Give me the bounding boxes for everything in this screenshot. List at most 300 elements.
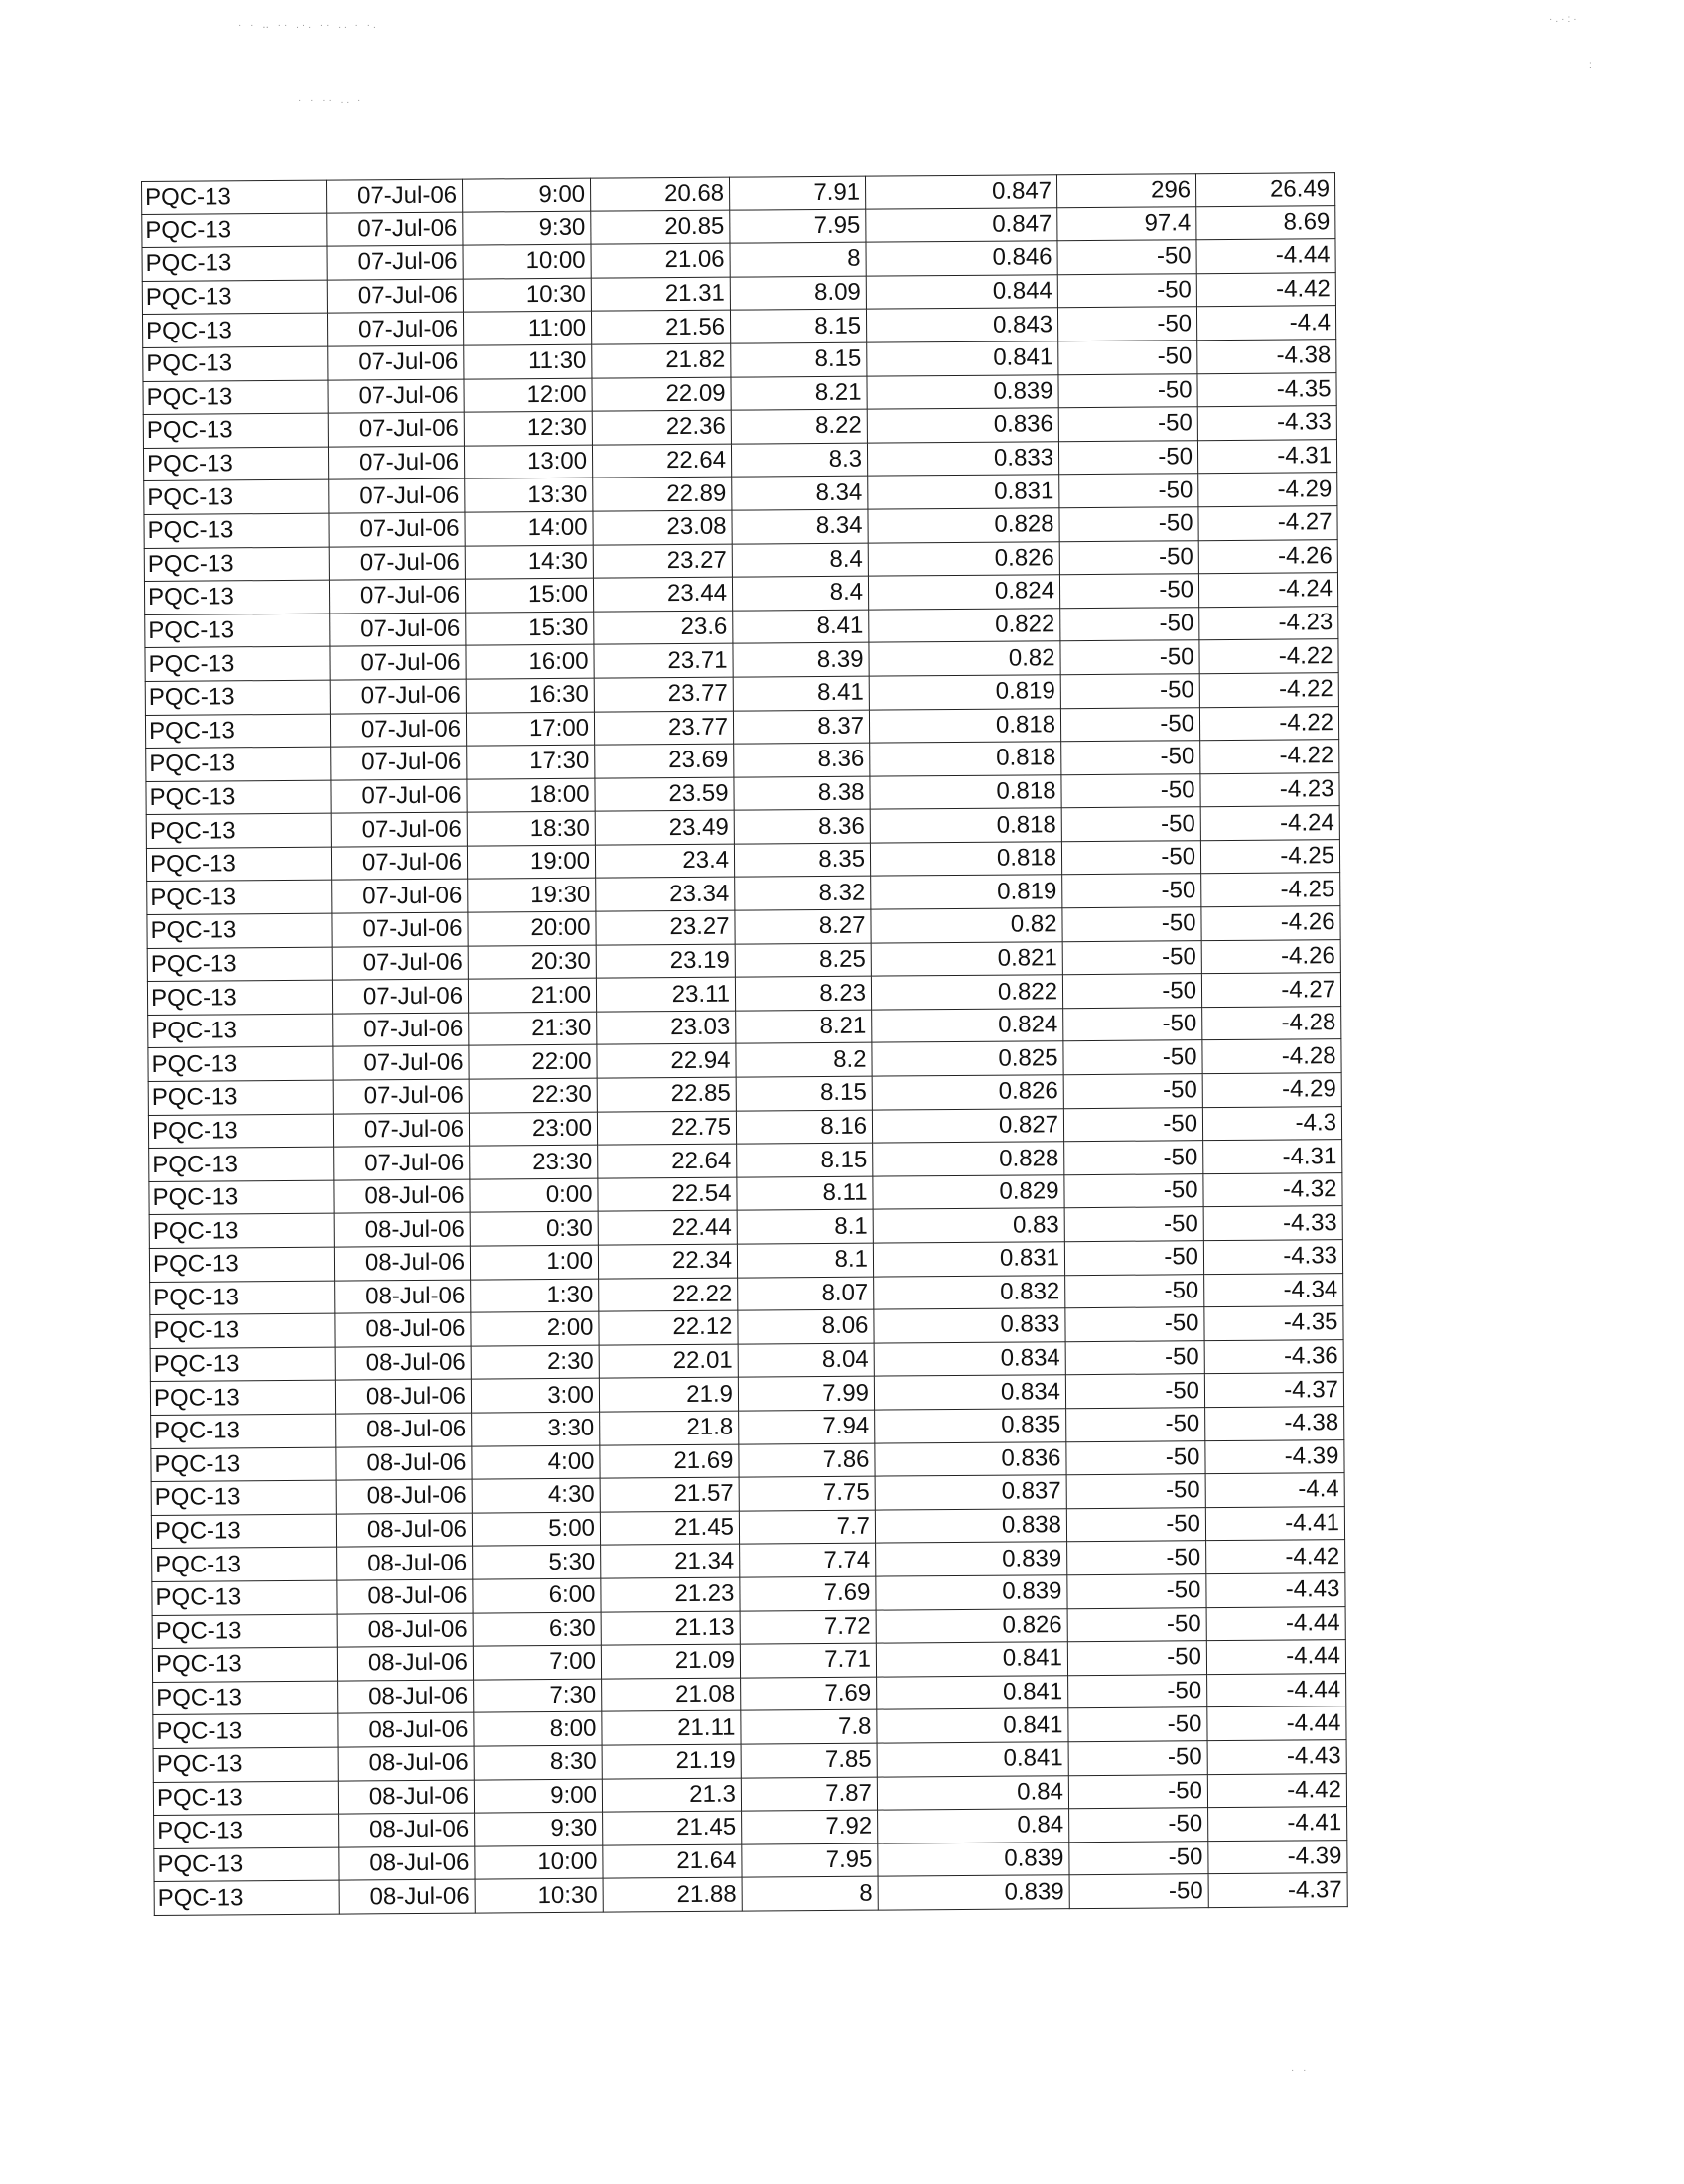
value-b-cell: 7.69 (740, 1576, 876, 1611)
value-d-cell: -50 (1064, 1173, 1203, 1208)
value-e-cell: -4.33 (1197, 406, 1336, 441)
value-e-cell: -4.31 (1197, 439, 1336, 474)
value-c-cell: 0.818 (870, 774, 1061, 809)
time-cell: 15:00 (465, 578, 593, 613)
well-id-cell: PQC-13 (145, 646, 330, 681)
time-cell: 10:00 (463, 244, 591, 279)
value-a-cell: 20.85 (591, 210, 730, 245)
value-c-cell: 0.818 (870, 808, 1061, 843)
well-id-cell: PQC-13 (148, 1014, 333, 1048)
value-b-cell: 8.32 (735, 877, 871, 911)
well-id-cell: PQC-13 (143, 380, 328, 415)
date-cell: 07-Jul-06 (330, 645, 466, 680)
value-b-cell: 8.39 (733, 642, 869, 677)
well-id-cell: PQC-13 (147, 980, 332, 1015)
value-c-cell: 0.841 (876, 1642, 1067, 1677)
table-body (142, 173, 1348, 1916)
value-d-cell: -50 (1064, 1241, 1203, 1276)
value-d-cell: -50 (1066, 1408, 1205, 1442)
well-id-cell: PQC-13 (143, 413, 328, 448)
value-b-cell: 8.38 (734, 776, 870, 811)
value-d-cell: -50 (1058, 407, 1197, 442)
date-cell: 07-Jul-06 (333, 1013, 469, 1047)
time-cell: 14:30 (465, 545, 593, 580)
well-id-cell: PQC-13 (142, 213, 327, 248)
value-e-cell: -4.25 (1201, 873, 1340, 907)
value-d-cell: 296 (1056, 174, 1195, 208)
date-cell: 07-Jul-06 (326, 179, 462, 213)
scan-noise: : (1589, 60, 1595, 70)
value-c-cell: 0.847 (866, 207, 1057, 242)
well-id-cell: PQC-13 (149, 1247, 334, 1282)
date-cell: 07-Jul-06 (333, 1046, 469, 1081)
value-c-cell: 0.821 (871, 941, 1062, 976)
value-b-cell: 7.95 (730, 209, 866, 244)
date-cell: 08-Jul-06 (336, 1446, 472, 1481)
value-a-cell: 21.31 (591, 277, 730, 312)
value-c-cell: 0.839 (876, 1542, 1067, 1576)
value-c-cell: 0.824 (872, 1009, 1063, 1043)
value-c-cell: 0.825 (872, 1041, 1063, 1076)
value-e-cell: -4.22 (1199, 673, 1338, 708)
value-d-cell: -50 (1059, 574, 1198, 609)
date-cell: 08-Jul-06 (335, 1312, 471, 1347)
value-e-cell: -4.42 (1207, 1773, 1346, 1808)
time-cell: 1:00 (470, 1245, 598, 1280)
date-cell: 08-Jul-06 (336, 1413, 472, 1447)
date-cell: 07-Jul-06 (327, 212, 463, 247)
value-e-cell: -4.44 (1207, 1673, 1346, 1707)
value-c-cell: 0.831 (873, 1242, 1064, 1277)
value-c-cell: 0.822 (871, 975, 1062, 1010)
value-b-cell: 8.11 (737, 1176, 873, 1211)
value-a-cell: 23.77 (594, 711, 733, 746)
value-e-cell: -4.35 (1204, 1306, 1343, 1341)
value-c-cell: 0.841 (877, 1742, 1068, 1777)
value-d-cell: -50 (1058, 440, 1197, 475)
value-e-cell: -4.27 (1198, 506, 1337, 541)
value-b-cell: 8.41 (733, 610, 869, 644)
value-d-cell: -50 (1067, 1541, 1206, 1575)
value-e-cell: -4.44 (1207, 1706, 1346, 1741)
data-table (141, 172, 1348, 1916)
time-cell: 18:00 (467, 778, 595, 813)
value-b-cell: 7.92 (742, 1810, 878, 1844)
value-d-cell: -50 (1060, 707, 1199, 742)
value-a-cell: 23.4 (595, 844, 734, 879)
date-cell: 08-Jul-06 (338, 1780, 474, 1815)
value-e-cell: -4.37 (1208, 1873, 1347, 1908)
value-a-cell: 21.82 (592, 343, 731, 378)
well-id-cell: PQC-13 (147, 947, 332, 982)
date-cell: 07-Jul-06 (327, 245, 463, 280)
value-c-cell: 0.82 (869, 641, 1060, 676)
value-c-cell: 0.839 (878, 1842, 1069, 1876)
date-cell: 08-Jul-06 (334, 1213, 470, 1248)
value-b-cell: 8.3 (731, 443, 867, 478)
time-cell: 13:00 (464, 445, 592, 479)
date-cell: 08-Jul-06 (337, 1546, 473, 1580)
value-d-cell: -50 (1057, 307, 1196, 341)
value-b-cell: 8 (742, 1876, 878, 1911)
time-cell: 20:30 (468, 945, 596, 980)
value-e-cell: -4.36 (1204, 1339, 1343, 1374)
value-a-cell: 22.36 (592, 410, 731, 445)
well-id-cell: PQC-13 (154, 1880, 339, 1915)
date-cell: 07-Jul-06 (332, 880, 468, 914)
time-cell: 22:00 (469, 1045, 597, 1080)
well-id-cell: PQC-13 (145, 714, 330, 749)
value-e-cell: -4.42 (1196, 272, 1335, 307)
date-cell: 08-Jul-06 (339, 1846, 475, 1881)
value-b-cell: 7.72 (740, 1610, 876, 1645)
well-id-cell: PQC-13 (149, 1147, 334, 1181)
value-d-cell: -50 (1067, 1574, 1206, 1609)
time-cell: 7:00 (473, 1645, 601, 1680)
date-cell: 07-Jul-06 (328, 379, 464, 414)
value-c-cell: 0.818 (870, 742, 1061, 776)
value-a-cell: 23.71 (594, 643, 733, 678)
value-a-cell: 22.01 (599, 1344, 738, 1379)
well-id-cell: PQC-13 (144, 547, 329, 582)
well-id-cell: PQC-13 (147, 881, 332, 915)
value-c-cell: 0.841 (877, 1675, 1068, 1709)
value-c-cell: 0.82 (871, 908, 1062, 943)
date-cell: 07-Jul-06 (327, 313, 463, 347)
value-b-cell: 7.7 (739, 1510, 875, 1545)
well-id-cell: PQC-13 (153, 1713, 338, 1748)
value-d-cell: -50 (1069, 1808, 1208, 1843)
value-d-cell: -50 (1060, 674, 1199, 709)
value-a-cell: 21.57 (600, 1477, 739, 1512)
value-a-cell: 23.34 (596, 878, 735, 912)
value-d-cell: -50 (1059, 540, 1198, 575)
value-d-cell: -50 (1068, 1741, 1207, 1776)
well-id-cell: PQC-13 (150, 1347, 335, 1382)
value-e-cell: -4.31 (1203, 1140, 1342, 1174)
date-cell: 07-Jul-06 (329, 579, 465, 614)
value-a-cell: 23.27 (596, 910, 735, 945)
time-cell: 10:30 (475, 1878, 603, 1913)
value-d-cell: -50 (1062, 974, 1201, 1009)
well-id-cell: PQC-13 (152, 1547, 337, 1581)
well-id-cell: PQC-13 (153, 1681, 338, 1715)
value-d-cell: -50 (1060, 640, 1199, 675)
value-e-cell: -4.37 (1204, 1373, 1343, 1408)
value-e-cell: -4.33 (1203, 1240, 1342, 1275)
value-a-cell: 21.56 (591, 311, 730, 345)
date-cell: 07-Jul-06 (328, 412, 464, 447)
value-d-cell: -50 (1065, 1307, 1204, 1342)
value-b-cell: 8.4 (732, 576, 868, 611)
value-e-cell: -4.32 (1203, 1172, 1342, 1207)
value-a-cell: 21.34 (601, 1544, 740, 1578)
value-e-cell: -4.34 (1204, 1273, 1343, 1307)
value-e-cell: -4.22 (1199, 639, 1338, 674)
value-d-cell: -50 (1066, 1474, 1205, 1509)
date-cell: 07-Jul-06 (333, 1079, 469, 1114)
date-cell: 07-Jul-06 (332, 946, 468, 981)
value-b-cell: 8.1 (737, 1210, 873, 1245)
value-c-cell: 0.847 (865, 175, 1056, 209)
value-a-cell: 21.08 (602, 1678, 741, 1712)
value-c-cell: 0.829 (873, 1175, 1064, 1210)
value-b-cell: 8.2 (736, 1043, 872, 1078)
time-cell: 11:00 (463, 312, 591, 346)
date-cell: 07-Jul-06 (328, 446, 464, 480)
value-a-cell: 22.22 (599, 1278, 738, 1312)
date-cell: 08-Jul-06 (336, 1513, 472, 1548)
time-cell: 13:30 (465, 478, 593, 513)
well-id-cell: PQC-13 (153, 1781, 338, 1816)
value-c-cell: 0.841 (867, 341, 1058, 376)
value-c-cell: 0.844 (866, 275, 1057, 310)
value-c-cell: 0.834 (874, 1341, 1065, 1376)
well-id-cell: PQC-13 (147, 913, 332, 948)
well-id-cell: PQC-13 (144, 513, 329, 548)
value-b-cell: 8.09 (730, 276, 866, 311)
value-b-cell: 7.99 (738, 1376, 874, 1411)
well-id-cell: PQC-13 (151, 1480, 336, 1515)
value-d-cell: -50 (1065, 1340, 1204, 1375)
value-d-cell: -50 (1064, 1141, 1203, 1175)
value-e-cell: -4.43 (1206, 1573, 1345, 1608)
time-cell: 0:00 (470, 1178, 598, 1213)
well-id-cell: PQC-13 (143, 447, 328, 481)
value-e-cell: -4.29 (1202, 1073, 1341, 1108)
value-d-cell: -50 (1062, 874, 1201, 908)
value-c-cell: 0.839 (876, 1575, 1067, 1610)
value-c-cell: 0.834 (874, 1375, 1065, 1410)
value-b-cell: 8.27 (735, 909, 871, 944)
value-a-cell: 21.88 (603, 1877, 742, 1912)
well-id-cell: PQC-13 (142, 314, 327, 348)
well-id-cell: PQC-13 (151, 1414, 336, 1448)
date-cell: 07-Jul-06 (328, 345, 464, 380)
date-cell: 08-Jul-06 (337, 1646, 473, 1681)
value-e-cell: -4.38 (1205, 1407, 1344, 1441)
value-a-cell: 23.11 (596, 977, 735, 1012)
date-cell: 08-Jul-06 (338, 1746, 474, 1781)
value-d-cell: -50 (1065, 1374, 1204, 1409)
value-a-cell: 22.34 (598, 1244, 737, 1279)
time-cell: 5:30 (473, 1545, 601, 1579)
time-cell: 18:30 (467, 811, 595, 846)
value-e-cell: -4.44 (1206, 1640, 1345, 1675)
value-a-cell: 21.45 (600, 1511, 739, 1546)
value-e-cell: -4.27 (1201, 973, 1340, 1008)
time-cell: 23:30 (470, 1145, 598, 1179)
value-c-cell: 0.826 (872, 1075, 1063, 1110)
value-c-cell: 0.84 (877, 1775, 1068, 1810)
value-b-cell: 8.37 (733, 710, 869, 745)
time-cell: 12:30 (464, 411, 592, 446)
time-cell: 16:30 (466, 678, 594, 713)
value-b-cell: 8.35 (734, 843, 870, 878)
value-c-cell: 0.841 (877, 1708, 1068, 1743)
value-d-cell: -50 (1063, 1074, 1202, 1109)
value-a-cell: 22.75 (597, 1111, 736, 1146)
value-d-cell: -50 (1059, 474, 1198, 508)
value-d-cell: -50 (1058, 373, 1197, 408)
value-d-cell: -50 (1062, 907, 1201, 942)
value-d-cell: -50 (1061, 773, 1200, 808)
well-id-cell: PQC-13 (154, 1814, 339, 1848)
value-c-cell: 0.839 (878, 1875, 1069, 1910)
value-d-cell: -50 (1066, 1440, 1205, 1475)
value-e-cell: -4.26 (1201, 906, 1340, 941)
value-c-cell: 0.84 (878, 1809, 1069, 1843)
well-id-cell: PQC-13 (152, 1580, 337, 1615)
value-e-cell: -4.42 (1206, 1540, 1345, 1574)
value-a-cell: 21.45 (603, 1811, 742, 1845)
value-a-cell: 22.54 (598, 1177, 737, 1212)
date-cell: 08-Jul-06 (339, 1879, 475, 1914)
time-cell: 21:30 (469, 1012, 597, 1046)
time-cell: 3:30 (472, 1412, 600, 1446)
value-d-cell: -50 (1065, 1274, 1204, 1308)
value-e-cell: -4.41 (1205, 1506, 1344, 1541)
value-d-cell: -50 (1067, 1641, 1206, 1676)
value-c-cell: 0.819 (871, 875, 1062, 909)
time-cell: 10:30 (463, 278, 591, 313)
time-cell: 0:30 (470, 1212, 598, 1247)
date-cell: 08-Jul-06 (335, 1280, 471, 1314)
time-cell: 17:00 (466, 712, 594, 747)
value-b-cell: 8.22 (731, 409, 867, 444)
value-c-cell: 0.843 (866, 308, 1057, 342)
value-e-cell: -4.3 (1202, 1106, 1341, 1141)
value-a-cell: 22.85 (597, 1077, 736, 1112)
well-id-cell: PQC-13 (148, 1114, 333, 1149)
value-b-cell: 8.06 (738, 1309, 874, 1344)
value-a-cell: 23.6 (594, 611, 733, 645)
value-e-cell: -4.26 (1198, 539, 1337, 574)
value-d-cell: -50 (1067, 1607, 1206, 1642)
well-id-cell: PQC-13 (146, 780, 331, 815)
time-cell: 4:30 (472, 1478, 600, 1513)
value-e-cell: -4.4 (1196, 306, 1335, 341)
date-cell: 07-Jul-06 (329, 478, 465, 513)
value-b-cell: 7.71 (740, 1643, 876, 1678)
value-b-cell: 7.74 (740, 1543, 876, 1577)
value-c-cell: 0.828 (868, 508, 1059, 543)
time-cell: 8:30 (474, 1745, 602, 1780)
value-e-cell: -4.35 (1197, 372, 1336, 407)
well-id-cell: PQC-13 (152, 1647, 337, 1682)
value-d-cell: -50 (1062, 940, 1201, 975)
value-b-cell: 8 (730, 242, 866, 277)
value-c-cell: 0.818 (869, 708, 1060, 743)
value-e-cell: -4.43 (1207, 1740, 1346, 1775)
value-e-cell: -4.22 (1199, 706, 1338, 741)
value-d-cell: -50 (1063, 1040, 1202, 1075)
date-cell: 08-Jul-06 (337, 1579, 473, 1614)
value-e-cell: -4.4 (1205, 1473, 1344, 1508)
well-id-cell: PQC-13 (153, 1747, 338, 1782)
value-d-cell: -50 (1059, 507, 1198, 542)
well-id-cell: PQC-13 (151, 1514, 336, 1549)
time-cell: 1:30 (471, 1279, 599, 1313)
time-cell: 7:30 (474, 1679, 602, 1713)
value-b-cell: 7.95 (742, 1843, 878, 1878)
value-e-cell: -4.24 (1198, 573, 1337, 608)
value-c-cell: 0.833 (874, 1308, 1065, 1343)
value-c-cell: 0.818 (870, 842, 1061, 877)
value-c-cell: 0.827 (872, 1108, 1063, 1143)
value-b-cell: 7.69 (741, 1677, 877, 1711)
value-b-cell: 7.75 (739, 1476, 875, 1511)
well-id-cell: PQC-13 (145, 680, 330, 715)
time-cell: 22:30 (469, 1078, 597, 1113)
well-id-cell: PQC-13 (148, 1047, 333, 1082)
value-d-cell: -50 (1061, 741, 1200, 775)
value-c-cell: 0.826 (876, 1608, 1067, 1643)
value-b-cell: 8.34 (732, 509, 868, 544)
value-b-cell: 8.16 (736, 1110, 872, 1145)
value-a-cell: 22.09 (592, 377, 731, 412)
date-cell: 08-Jul-06 (335, 1379, 471, 1414)
value-e-cell: -4.44 (1196, 239, 1335, 274)
value-a-cell: 21.8 (600, 1411, 739, 1445)
value-a-cell: 21.23 (601, 1577, 740, 1612)
time-cell: 6:30 (473, 1612, 601, 1647)
value-b-cell: 8.4 (732, 543, 868, 578)
value-b-cell: 8.34 (732, 476, 868, 510)
value-c-cell: 0.83 (873, 1208, 1064, 1243)
well-id-cell: PQC-13 (142, 180, 327, 214)
value-c-cell: 0.826 (868, 541, 1059, 576)
value-d-cell: -50 (1060, 607, 1199, 641)
value-d-cell: -50 (1069, 1841, 1208, 1875)
value-d-cell: -50 (1063, 1008, 1202, 1042)
value-b-cell: 8.21 (731, 376, 867, 411)
value-c-cell: 0.835 (875, 1409, 1066, 1443)
time-cell: 9:30 (463, 211, 591, 246)
date-cell: 08-Jul-06 (335, 1346, 471, 1381)
value-a-cell: 21.11 (602, 1710, 741, 1745)
value-c-cell: 0.828 (873, 1142, 1064, 1176)
time-cell: 16:00 (466, 644, 594, 679)
value-c-cell: 0.836 (875, 1441, 1066, 1476)
value-a-cell: 23.03 (597, 1011, 736, 1045)
value-b-cell: 7.86 (739, 1443, 875, 1478)
date-cell: 08-Jul-06 (338, 1680, 474, 1714)
value-b-cell: 8.15 (737, 1143, 873, 1177)
value-c-cell: 0.839 (867, 374, 1058, 409)
value-e-cell: -4.39 (1208, 1840, 1347, 1874)
value-d-cell: -50 (1061, 807, 1200, 842)
value-a-cell: 23.59 (595, 777, 734, 812)
well-id-cell: PQC-13 (142, 246, 327, 281)
value-a-cell: 22.64 (598, 1144, 737, 1178)
well-id-cell: PQC-13 (150, 1281, 335, 1315)
time-cell: 9:00 (474, 1779, 602, 1814)
scan-noise: · · ‥ ·· .·. ·· .. · ·. (238, 20, 379, 31)
value-b-cell: 8.21 (736, 1010, 872, 1044)
value-b-cell: 8.04 (738, 1343, 874, 1378)
time-cell: 4:00 (472, 1445, 600, 1480)
value-c-cell: 0.836 (867, 408, 1058, 443)
time-cell: 5:00 (472, 1512, 600, 1547)
value-c-cell: 0.824 (868, 575, 1059, 610)
value-b-cell: 8.23 (735, 976, 871, 1011)
value-e-cell: -4.28 (1202, 1039, 1341, 1074)
value-a-cell: 22.64 (592, 444, 731, 478)
date-cell: 08-Jul-06 (337, 1613, 473, 1648)
value-a-cell: 23.69 (595, 744, 734, 778)
value-e-cell: 26.49 (1195, 173, 1334, 207)
